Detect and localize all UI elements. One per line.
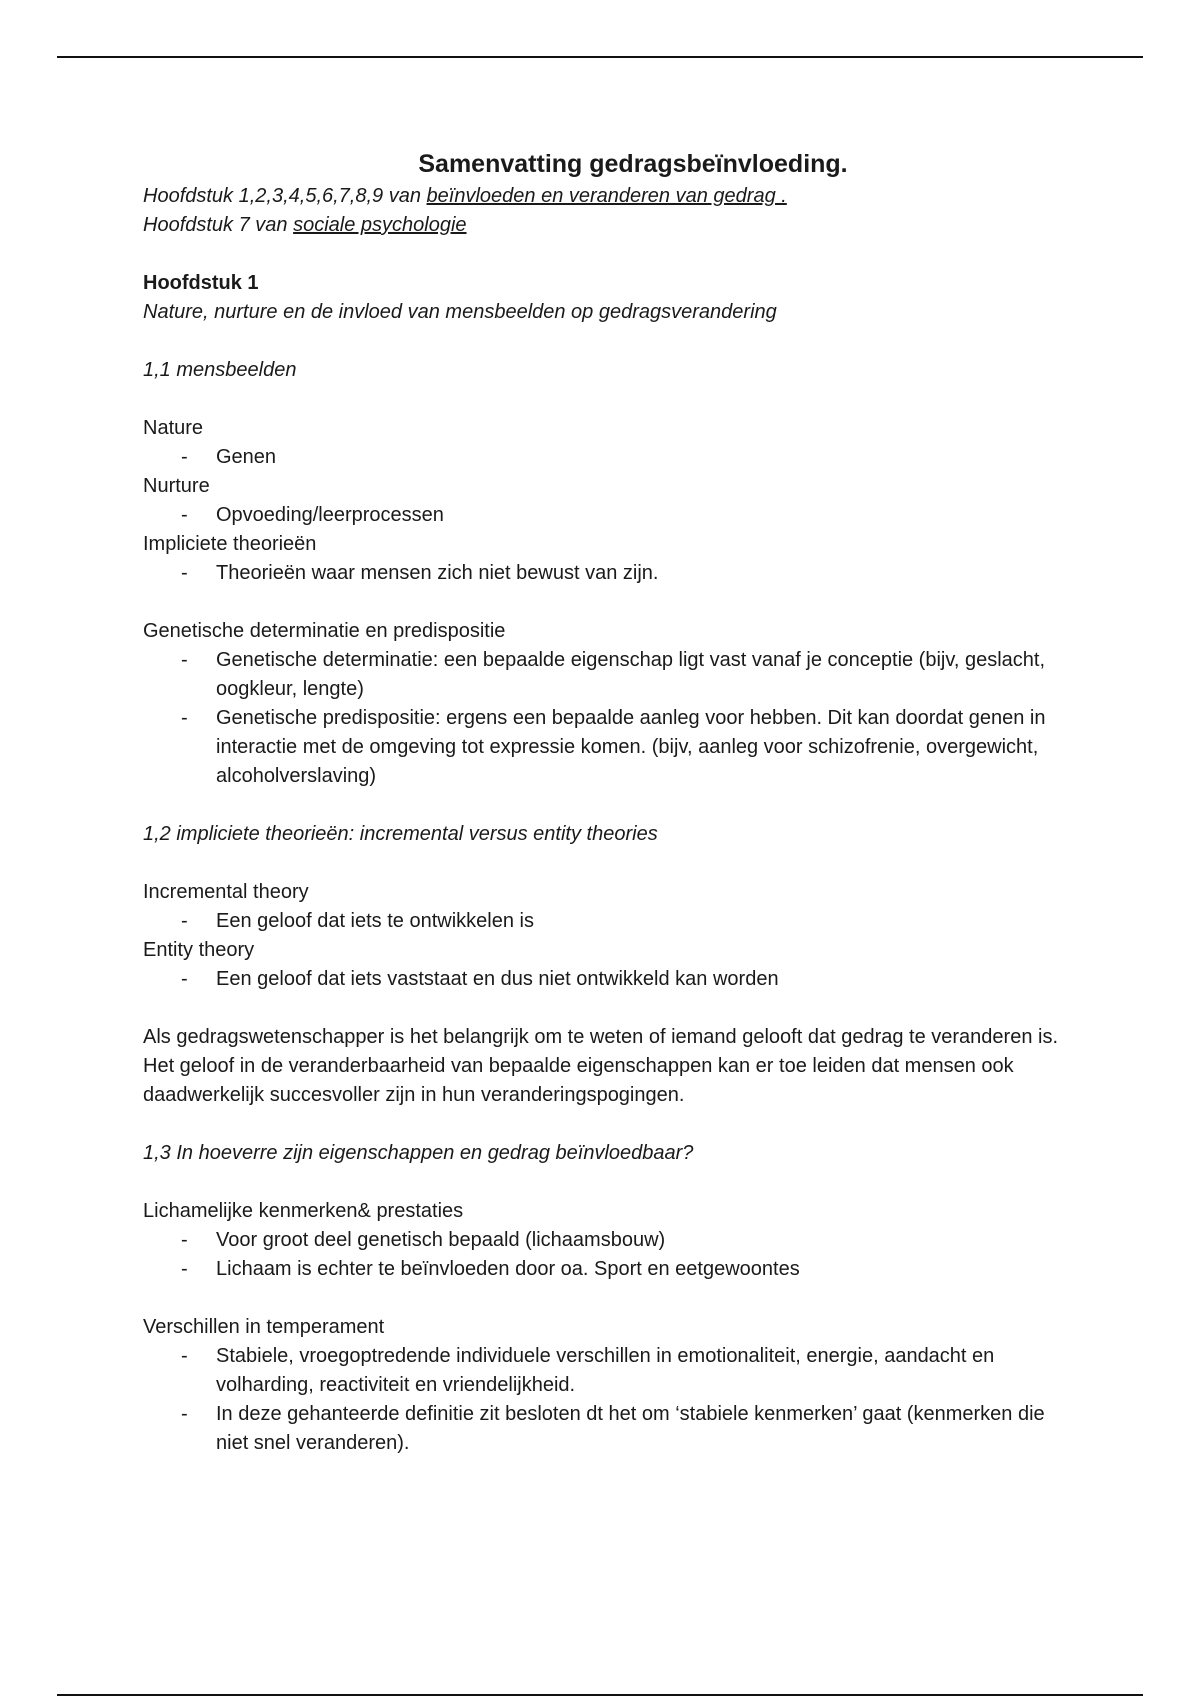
temperament-list	[143, 1342, 1063, 1458]
document-title: Samenvatting gedragsbeïnvloeding.	[418, 150, 848, 178]
term-nature: Nature	[143, 417, 204, 439]
entity-list	[143, 965, 1063, 994]
chapter-subtitle: Nature, nurture en de invloed van mensbeelden op gedragsverandering	[143, 301, 777, 323]
incremental-list	[143, 907, 1063, 936]
paragraph: Als gedragswetenschapper is het belangrijk om te weten of iemand gelooft dat gedrag te veranderen is.	[143, 1026, 1058, 1048]
term-entity: Entity theory	[143, 939, 255, 961]
list-item: - In deze gehanteerde definitie zit besloten dt het om ‘stabiele kenmerken’ gaat (kenmerken die niet snel veranderen).	[143, 1400, 1063, 1458]
term-incremental: Incremental theory	[143, 881, 309, 903]
term-physical: Lichamelijke kenmerken& prestaties	[143, 1200, 464, 1222]
document-page	[143, 148, 1063, 1458]
list-item: - Voor groot deel genetisch bepaald (lichaamsbouw)	[143, 1226, 1063, 1255]
list-item: - Stabiele, vroegoptredende individuele verschillen in emotionaliteit, energie, aandacht en volharding, reactiviteit en vriendelijkheid.	[143, 1342, 1063, 1400]
source-prefix: Hoofdstuk 7 van	[143, 214, 294, 236]
term-nurture: Nurture	[143, 475, 210, 497]
list-item: - Genetische determinatie: een bepaalde eigenschap ligt vast vanaf je conceptie (bijv, geslacht, oogkleur, lengte)	[143, 646, 1063, 704]
list-item: - Genetische predispositie: ergens een bepaalde aanleg voor hebben. Dit kan doordat genen in interactie met de omgeving tot expressie komen. (bijv, aanleg voor schizofrenie, overgewicht, alcoholverslaving)	[143, 704, 1063, 791]
list-item: - Genen	[143, 443, 1063, 472]
section-heading-1-3: 1,3 In hoeverre zijn eigenschappen en gedrag beïnvloedbaar?	[143, 1142, 694, 1164]
chapter-heading: Hoofdstuk 1	[143, 272, 259, 294]
header-rule	[57, 56, 1143, 58]
term-genetic: Genetische determinatie en predispositie	[143, 620, 506, 642]
source-prefix: Hoofdstuk 1,2,3,4,5,6,7,8,9 van	[143, 185, 427, 207]
section-heading-1-1: 1,1 mensbeelden	[143, 359, 297, 381]
source-line-2	[143, 211, 1063, 240]
list-item: - Opvoeding/leerprocessen	[143, 501, 1063, 530]
nature-list	[143, 443, 1063, 472]
source-line-1	[143, 182, 1063, 211]
source-book-link: sociale psychologie	[293, 214, 467, 236]
implicit-list	[143, 559, 1063, 588]
list-item: - Een geloof dat iets te ontwikkelen is	[143, 907, 1063, 936]
list-item: - Een geloof dat iets vaststaat en dus niet ontwikkeld kan worden	[143, 965, 1063, 994]
term-temperament: Verschillen in temperament	[143, 1316, 385, 1338]
physical-list	[143, 1226, 1063, 1284]
section-heading-1-2: 1,2 impliciete theorieën: incremental versus entity theories	[143, 823, 658, 845]
list-item: - Lichaam is echter te beïnvloeden door oa. Sport en eetgewoontes	[143, 1255, 1063, 1284]
genetic-list	[143, 646, 1063, 791]
nurture-list	[143, 501, 1063, 530]
paragraph: Het geloof in de veranderbaarheid van bepaalde eigenschappen kan er toe leiden dat mensen ook daadwerkelijk succesvoller zijn in hun veranderingspogingen.	[143, 1055, 1014, 1106]
term-implicit-theories: Impliciete theorieën	[143, 533, 317, 555]
footer-rule	[57, 1694, 1143, 1696]
list-item: - Theorieën waar mensen zich niet bewust van zijn.	[143, 559, 1063, 588]
source-book-link: beïnvloeden en veranderen van gedrag .	[426, 185, 787, 207]
